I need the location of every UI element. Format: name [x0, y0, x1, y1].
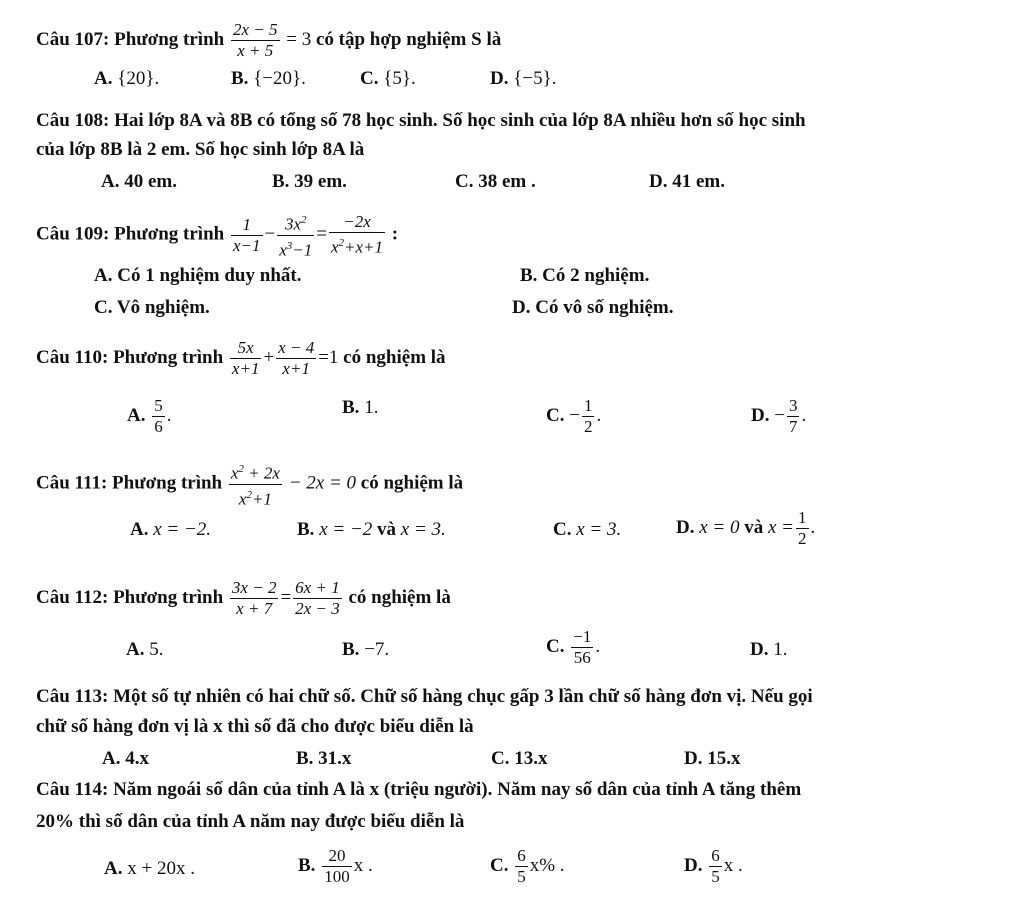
q109-fraction-2: $\frac{3x^2}{x^3-1}$: [277, 210, 314, 260]
q114-option-a[interactable]: A. x + 20x .: [104, 858, 195, 879]
q108-option-c[interactable]: C. 38 em .: [455, 171, 536, 192]
q108-option-a[interactable]: A. 40 em.: [101, 171, 177, 192]
q112-option-d[interactable]: D. 1.: [750, 639, 788, 660]
q108-option-d[interactable]: D. 41 em.: [649, 171, 725, 192]
q109-fraction-3: $\frac{-2x}{x^2+x+1}$: [330, 212, 384, 257]
q112-option-a[interactable]: A. 5.: [126, 639, 164, 660]
q114-option-c[interactable]: C. $\frac{6}{5}$ x% .: [490, 846, 565, 886]
q111-option-a[interactable]: A. x = −2.: [130, 519, 212, 540]
q110-option-d[interactable]: D. − $\frac{3}{7}$ .: [751, 396, 807, 436]
q112-option-b[interactable]: B. −7.: [342, 639, 390, 660]
q109-stem: Câu 109: Phương trình $\frac{1}{x-1}$ − $\frac{3x^2}{x^3-1}$ = $\frac{-2x}{x^2+x+1}$ :: [36, 210, 398, 260]
q107-option-d[interactable]: D. {−5}.: [490, 68, 557, 89]
q110-option-c[interactable]: C. − $\frac{1}{2}$ .: [546, 396, 602, 436]
q107-fraction: $\frac{2x - 5}{x + 5}$: [232, 20, 278, 60]
q112-stem: Câu 112: Phương trình $\frac{3x - 2}{x + 7}$ = $\frac{6x + 1}{2x - 3}$ có nghiệm là: [36, 578, 451, 618]
q108-stem-line1: Câu 108: Hai lớp 8A và 8B có tổng số 78 học sinh. Số học sinh của lớp 8A nhiều hơn số học sinh: [36, 110, 806, 131]
q113-option-c[interactable]: C. 13.x: [491, 748, 548, 769]
q108-stem-line2: của lớp 8B là 2 em. Số học sinh lớp 8A là: [36, 139, 365, 160]
q113-option-a[interactable]: A. 4.x: [102, 748, 149, 769]
q107-option-a[interactable]: A. {20}.: [94, 68, 160, 89]
q111-fraction: $\frac{x^2 + 2x}{x^2+1}$: [229, 459, 282, 509]
q111-stem: Câu 111: Phương trình $\frac{x^2 + 2x}{x^2+1}$ − 2x = 0 có nghiệm là: [36, 459, 463, 509]
q109-option-a[interactable]: A. Có 1 nghiệm duy nhất.: [94, 265, 302, 286]
q109-fraction-1: $\frac{1}{x-1}$: [232, 214, 261, 255]
q107-option-c[interactable]: C. {5}.: [360, 68, 416, 89]
q109-option-d[interactable]: D. Có vô số nghiệm.: [512, 297, 674, 318]
q108-option-b[interactable]: B. 39 em.: [272, 171, 347, 192]
q112-fraction-2: $\frac{6x + 1}{2x - 3}$: [295, 578, 340, 618]
q109-option-b[interactable]: B. Có 2 nghiệm.: [520, 265, 650, 286]
q110-option-a[interactable]: A. $\frac{5}{6}$ .: [127, 396, 172, 436]
q113-stem-line2: chữ số hàng đơn vị là x thì số đã cho được biểu diễn là: [36, 716, 474, 737]
q112-fraction-1: $\frac{3x - 2}{x + 7}$: [231, 578, 277, 618]
q111-option-c[interactable]: C. x = 3.: [553, 519, 622, 540]
q110-option-b[interactable]: B. 1.: [342, 397, 379, 418]
q113-option-b[interactable]: B. 31.x: [296, 748, 352, 769]
q110-fraction-1: $\frac{5x}{x+1}$: [231, 338, 260, 378]
q110-fraction-2: $\frac{x - 4}{x+1}$: [278, 338, 315, 378]
q111-option-d[interactable]: D. x = 0 và x = $\frac{1}{2}$ .: [676, 508, 816, 548]
q110-stem: Câu 110: Phương trình $\frac{5x}{x+1}$ + $\frac{x - 4}{x+1}$ =1 có nghiệm là: [36, 338, 446, 378]
q112-option-c[interactable]: C. $\frac{-1}{56}$ .: [546, 627, 601, 667]
q107-stem: Câu 107: Phương trình $\frac{2x - 5}{x + 5}$ = 3 có tập hợp nghiệm S là: [36, 20, 502, 60]
q113-option-d[interactable]: D. 15.x: [684, 748, 741, 769]
q109-option-c[interactable]: C. Vô nghiệm.: [94, 297, 210, 318]
q114-option-d[interactable]: D. $\frac{6}{5}$ x .: [684, 846, 743, 886]
q111-option-b[interactable]: B. x = −2 và x = 3.: [297, 519, 446, 540]
q114-stem-line2: 20% thì số dân của tỉnh A năm nay được biểu diễn là: [36, 811, 465, 832]
q114-stem-line1: Câu 114: Năm ngoái số dân của tỉnh A là x (triệu người). Năm nay số dân của tỉnh A tăng thêm: [36, 779, 802, 800]
q107-option-b[interactable]: B. {−20}.: [231, 68, 306, 89]
q114-option-b[interactable]: B. $\frac{20}{100}$ x .: [298, 846, 373, 886]
q113-stem-line1: Câu 113: Một số tự nhiên có hai chữ số. Chữ số hàng chục gấp 3 lần chữ số hàng đơn vị. Nếu gọi: [36, 686, 813, 707]
